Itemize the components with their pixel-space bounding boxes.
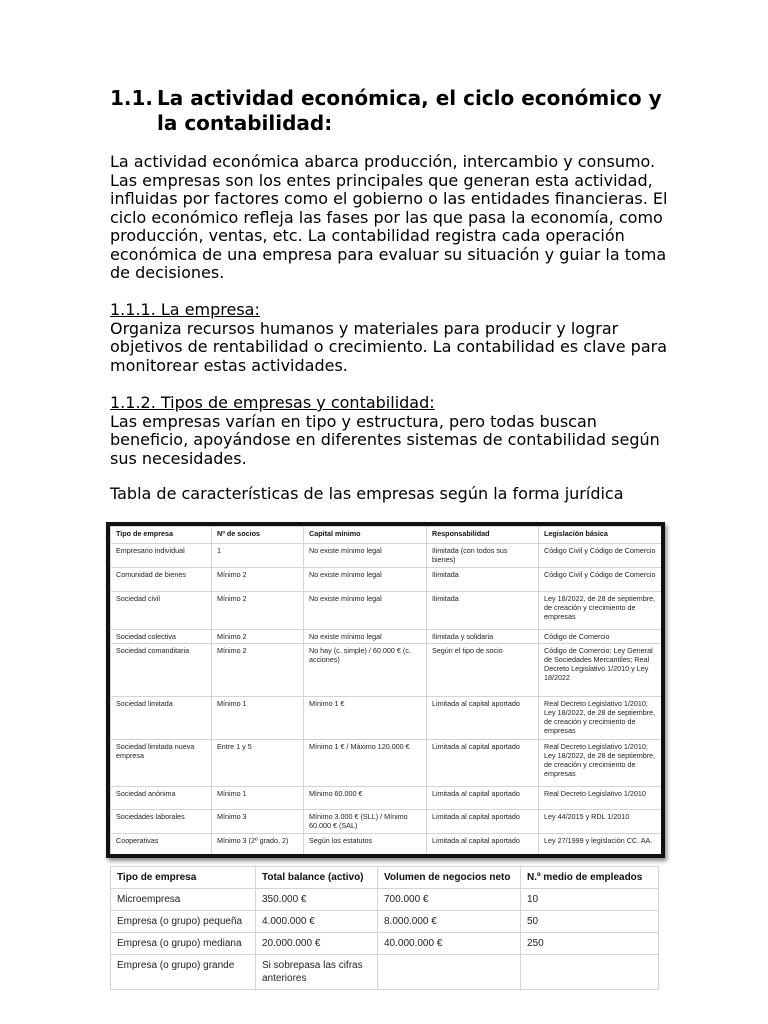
legal-table-row	[111, 592, 662, 630]
legal-table-row	[111, 740, 662, 787]
legal-table-header-cell: Capital mínimo	[304, 527, 427, 544]
legal-forms-table	[110, 526, 662, 858]
legal-table-cell: Cooperativas	[111, 834, 212, 858]
legal-table-cell: Ilimitada	[427, 592, 539, 630]
subsection-text-tipos: Las empresas varían en tipo y estructura, pero todas buscan beneficio, apoyándose en diferentes sistemas de contabilidad según sus necesidades.	[110, 411, 660, 468]
legal-table-cell: No existe mínimo legal	[304, 568, 427, 592]
legal-table-row	[111, 834, 662, 858]
size-table-cell: 10	[521, 889, 659, 911]
size-table-header-cell: Volumen de negocios neto	[378, 867, 521, 889]
size-table-cell: 350.000 €	[256, 889, 378, 911]
legal-table-cell: Limitada al capital aportado	[427, 787, 539, 810]
legal-table-cell: Según los estatutos	[304, 834, 427, 858]
legal-table-cell: Mínimo 2	[212, 644, 304, 697]
size-table-cell: 250	[521, 933, 659, 955]
legal-table-cell: Código Civil y Código de Comercio	[539, 568, 662, 592]
subsection-text-empresa: Organiza recursos humanos y materiales para producir y lograr objetivos de rentabilidad o crecimiento. La contabilidad es clave para monitorear estas actividades.	[110, 318, 668, 375]
legal-table-row	[111, 787, 662, 810]
legal-table-cell: Mínimo 2	[212, 630, 304, 644]
size-table-cell: 50	[521, 911, 659, 933]
size-table-cell: Microempresa	[111, 889, 256, 911]
legal-table-cell: Real Decreto Legislativo 1/2010; Ley 18/2022, de 28 de septiembre, de creación y crecimiento de empresas	[539, 697, 662, 740]
legal-table-header-cell: Legislación básica	[539, 527, 662, 544]
size-table-cell: Empresa (o grupo) pequeña	[111, 911, 256, 933]
legal-forms-table-image	[106, 522, 665, 858]
legal-table-cell: Sociedades laborales	[111, 810, 212, 834]
heading-title: La actividad económica, el ciclo económico y la contabilidad:	[157, 86, 662, 135]
size-table-header-row	[111, 867, 659, 889]
legal-table-cell: Ley 27/1999 y legislación CC. AA.	[539, 834, 662, 858]
size-table-cell: Si sobrepasa las cifras anteriores	[256, 955, 378, 990]
legal-table-cell: Mínimo 3	[212, 810, 304, 834]
legal-table-cell: 1	[212, 544, 304, 568]
legal-table-cell: Sociedad limitada nueva empresa	[111, 740, 212, 787]
section-empresa	[110, 301, 670, 375]
size-table-row	[111, 911, 659, 933]
legal-table-cell: No existe mínimo legal	[304, 592, 427, 630]
legal-table-cell: No existe mínimo legal	[304, 544, 427, 568]
legal-table-cell: Sociedad limitada	[111, 697, 212, 740]
size-table-cell	[521, 955, 659, 990]
legal-table-cell: Ilimitada y solidaria	[427, 630, 539, 644]
legal-table-cell: No hay (c. simple) / 60.000 € (c. acciones)	[304, 644, 427, 697]
legal-table-row	[111, 544, 662, 568]
legal-table-cell: Mínimo 1 €	[304, 697, 427, 740]
legal-table-cell: Según el tipo de socio	[427, 644, 539, 697]
size-table-row	[111, 889, 659, 911]
size-table-cell: 700.000 €	[378, 889, 521, 911]
legal-table-cell: Sociedad civil	[111, 592, 212, 630]
size-table-cell: 8.000.000 €	[378, 911, 521, 933]
legal-table-cell: Limitada al capital aportado	[427, 834, 539, 858]
size-table-row	[111, 955, 659, 990]
legal-table-cell: Ilimitada (con todos sus bienes)	[427, 544, 539, 568]
subsection-title-empresa: 1.1.1. La empresa:	[110, 300, 260, 319]
legal-table-header-cell: Responsabilidad	[427, 527, 539, 544]
legal-table-cell: Real Decreto Legislativo 1/2010	[539, 787, 662, 810]
legal-table-cell: Código Civil y Código de Comercio	[539, 544, 662, 568]
section-tipos	[110, 394, 670, 468]
size-table-cell	[378, 955, 521, 990]
company-size-table	[110, 866, 659, 990]
legal-table-cell: Entre 1 y 5	[212, 740, 304, 787]
size-table-header-cell: Total balance (activo)	[256, 867, 378, 889]
legal-table-cell: Limitada al capital aportado	[427, 810, 539, 834]
heading-number: 1.1.	[110, 86, 154, 110]
subsection-title-tipos: 1.1.2. Tipos de empresas y contabilidad:	[110, 393, 435, 412]
legal-table-row	[111, 568, 662, 592]
legal-table-cell: Mínimo 3 (2º grado, 2)	[212, 834, 304, 858]
legal-table-cell: Ilimitada	[427, 568, 539, 592]
legal-table-cell: Empresario individual	[111, 544, 212, 568]
size-table-cell: 4.000.000 €	[256, 911, 378, 933]
legal-table-header-cell: Nº de socios	[212, 527, 304, 544]
legal-table-row	[111, 644, 662, 697]
legal-table-cell: Real Decreto Legislativo 1/2010; Ley 18/2022, de 28 de septiembre, de creación y crecimiento de empresas	[539, 740, 662, 787]
legal-table-cell: Mínimo 1 € / Máximo 120.000 €	[304, 740, 427, 787]
size-table-header-cell: N.º medio de empleados	[521, 867, 659, 889]
legal-table-cell: Mínimo 2	[212, 568, 304, 592]
size-table-cell: Empresa (o grupo) mediana	[111, 933, 256, 955]
legal-table-cell: Sociedad colectiva	[111, 630, 212, 644]
legal-table-cell: Mínimo 3.000 € (SLL) / Mínimo 60.000 € (SAL)	[304, 810, 427, 834]
size-table-cell: Empresa (o grupo) grande	[111, 955, 256, 990]
legal-table-cell: Mínimo 2	[212, 592, 304, 630]
legal-table-header-cell: Tipo de empresa	[111, 527, 212, 544]
legal-table-cell: Mínimo 1	[212, 787, 304, 810]
legal-table-row	[111, 810, 662, 834]
legal-table-cell: Comunidad de bienes	[111, 568, 212, 592]
size-table-row	[111, 933, 659, 955]
legal-table-row	[111, 697, 662, 740]
legal-table-cell: Mínimo 1	[212, 697, 304, 740]
legal-table-cell: Código de Comercio; Ley General de Sociedades Mercantiles; Real Decreto Legislativo 1/2010 y Ley 18/2022	[539, 644, 662, 697]
legal-table-cell: Limitada al capital aportado	[427, 697, 539, 740]
legal-table-cell: Ley 44/2015 y RDL 1/2010	[539, 810, 662, 834]
size-table-cell: 40.000.000 €	[378, 933, 521, 955]
intro-paragraph: La actividad económica abarca producción, intercambio y consumo. Las empresas son los entes principales que generan esta actividad, influidas por factores como el gobierno o las entidades financieras. El ciclo económico refleja las fases por las que pasa la economía, como producción, ventas, etc. La contabilidad registra cada operación económica de una empresa para evaluar su situación y guiar la toma de decisiones.	[110, 152, 668, 282]
legal-table-cell: Código de Comercio	[539, 630, 662, 644]
legal-table-cell: Limitada al capital aportado	[427, 740, 539, 787]
size-table-header-cell: Tipo de empresa	[111, 867, 256, 889]
section-heading	[110, 86, 670, 136]
size-table-cell: 20.000.000 €	[256, 933, 378, 955]
legal-table-header-row	[111, 527, 662, 544]
legal-table-cell: Mínimo 60.000 €	[304, 787, 427, 810]
legal-table-cell: Sociedad comanditaria	[111, 644, 212, 697]
legal-table-cell: Ley 18/2022, de 28 de septiembre, de creación y crecimiento de empresas	[539, 592, 662, 630]
table-caption: Tabla de características de las empresas según la forma jurídica	[110, 484, 624, 503]
legal-table-row	[111, 630, 662, 644]
legal-table-cell: Sociedad anónima	[111, 787, 212, 810]
legal-table-cell: No existe mínimo legal	[304, 630, 427, 644]
